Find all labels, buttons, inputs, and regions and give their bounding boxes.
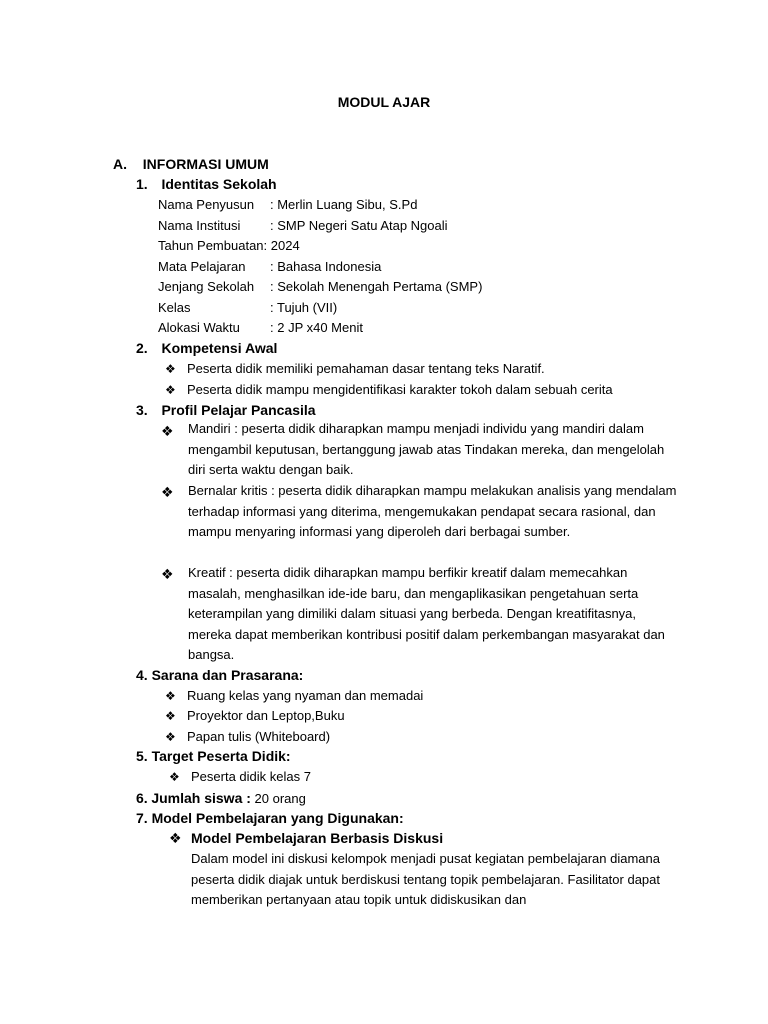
model-sub-title: Model Pembelajaran Berbasis Diskusi — [191, 830, 444, 846]
section-a-title: INFORMASI UMUM — [142, 156, 269, 172]
sarana-heading — [136, 665, 303, 685]
diamond-bullet-icon: ❖ — [169, 830, 182, 846]
identity-value: : Merlin Luang Sibu, S.Pd — [270, 197, 418, 212]
identity-label: Kelas — [158, 300, 191, 315]
identity-value: : Sekolah Menengah Pertama (SMP) — [270, 279, 483, 294]
jumlah-row — [136, 788, 306, 809]
identity-row — [158, 257, 381, 277]
list-item-text: Peserta didik kelas 7 — [191, 769, 311, 784]
identity-row — [158, 216, 448, 236]
diamond-bullet-icon: ❖ — [165, 362, 176, 376]
list-item-text: Papan tulis (Whiteboard) — [187, 729, 331, 744]
identity-row — [158, 277, 482, 297]
list-item-text: Proyektor dan Leptop,Buku — [187, 708, 345, 723]
list-item — [165, 706, 345, 726]
diamond-bullet-icon: ❖ — [161, 423, 174, 439]
diamond-bullet-icon: ❖ — [165, 383, 176, 397]
kompetensi-marker: 2. — [136, 340, 148, 356]
list-item-text: Ruang kelas yang nyaman dan memadai — [187, 688, 424, 703]
list-item — [169, 767, 311, 787]
identity-label: Mata Pelajaran — [158, 259, 246, 274]
diamond-bullet-icon: ❖ — [161, 566, 174, 582]
list-item-text: Peserta didik mampu mengidentifikasi karakter tokoh dalam sebuah cerita — [187, 382, 613, 397]
identitas-marker: 1. — [136, 176, 148, 192]
identity-row — [158, 318, 363, 338]
model-title: Model Pembelajaran yang Digunakan: — [151, 810, 404, 826]
identity-value: : Tujuh (VII) — [270, 300, 338, 315]
section-a-heading — [113, 154, 269, 174]
profil-title: Profil Pelajar Pancasila — [161, 402, 316, 418]
identity-value: : SMP Negeri Satu Atap Ngoali — [270, 218, 448, 233]
list-item-text: Peserta didik memiliki pemahaman dasar tentang teks Naratif. — [187, 361, 545, 376]
identity-label: Nama Penyusun — [158, 197, 255, 212]
kompetensi-title: Kompetensi Awal — [161, 340, 278, 356]
diamond-bullet-icon: ❖ — [165, 730, 176, 744]
identitas-title: Identitas Sekolah — [161, 176, 277, 192]
model-subheading — [169, 828, 443, 848]
identity-row — [158, 236, 300, 256]
target-title: Target Peserta Didik: — [151, 748, 291, 764]
diamond-bullet-icon: ❖ — [165, 709, 176, 723]
identity-value: : Bahasa Indonesia — [270, 259, 382, 274]
model-heading — [136, 808, 404, 828]
sarana-title: Sarana dan Prasarana: — [151, 667, 304, 683]
profil-heading — [136, 400, 316, 420]
identity-row — [158, 298, 337, 318]
identity-value: : 2024 — [263, 238, 300, 253]
profil-item-mandiri: Mandiri : peserta didik diharapkan mampu menjadi individu yang mandiri dalam mengambil keputusan, bertanggung jawab atas Tindakan mereka, dan mengelolah diri serta waktu dengan baik. — [188, 421, 665, 478]
identitas-heading — [136, 174, 277, 194]
jumlah-marker: 6. — [136, 790, 148, 806]
jumlah-value: 20 orang — [254, 791, 306, 806]
identity-label: Tahun Pembuatan — [158, 238, 264, 253]
target-heading — [136, 746, 291, 766]
identity-label: Jenjang Sekolah — [158, 279, 255, 294]
list-item — [165, 727, 330, 747]
model-paragraph: Dalam model ini diskusi kelompok menjadi pusat kegiatan pembelajaran diamana peserta didik diajak untuk berdiskusi tentang topik pembelajaran. Fasilitator dapat memberikan pertanyaan atau topik untuk didiskusikan dan — [191, 851, 660, 908]
model-marker: 7. — [136, 810, 148, 826]
identity-value: : 2 JP x40 Menit — [270, 320, 363, 335]
sarana-marker: 4. — [136, 667, 148, 683]
document-title: MODUL AJAR — [337, 94, 431, 110]
diamond-bullet-icon: ❖ — [169, 770, 180, 784]
section-a-marker: A. — [113, 156, 127, 172]
identity-label: Nama Institusi — [158, 218, 241, 233]
jumlah-title: Jumlah siswa : — [151, 790, 251, 806]
kompetensi-heading — [136, 338, 277, 358]
profil-marker: 3. — [136, 402, 148, 418]
target-marker: 5. — [136, 748, 148, 764]
diamond-bullet-icon: ❖ — [165, 689, 176, 703]
profil-item-kreatif: Kreatif : peserta didik diharapkan mampu berfikir kreatif dalam memecahkan masalah, menghasilkan ide-ide baru, dan mengaplikasikan pengetahuan serta keterampilan yang dimiliki dalam situasi yang berbeda. Dengan kreatifitasnya, mereka dapat memberikan kontribusi positif dalam perkembangan masyarakat dan bangsa. — [188, 565, 665, 663]
list-item — [165, 686, 423, 706]
profil-item-bernalar: Bernalar kritis : peserta didik diharapkan mampu melakukan analisis yang mendalam terhadap informasi yang diterima, mengemukakan pendapat secara rasional, dan mampu menyaring informasi yang diperoleh dari berbagai sumber. — [188, 483, 677, 540]
diamond-bullet-icon: ❖ — [161, 484, 174, 500]
identity-label: Alokasi Waktu — [158, 320, 240, 335]
identity-row — [158, 195, 417, 215]
list-item — [165, 359, 545, 379]
list-item — [165, 380, 613, 400]
